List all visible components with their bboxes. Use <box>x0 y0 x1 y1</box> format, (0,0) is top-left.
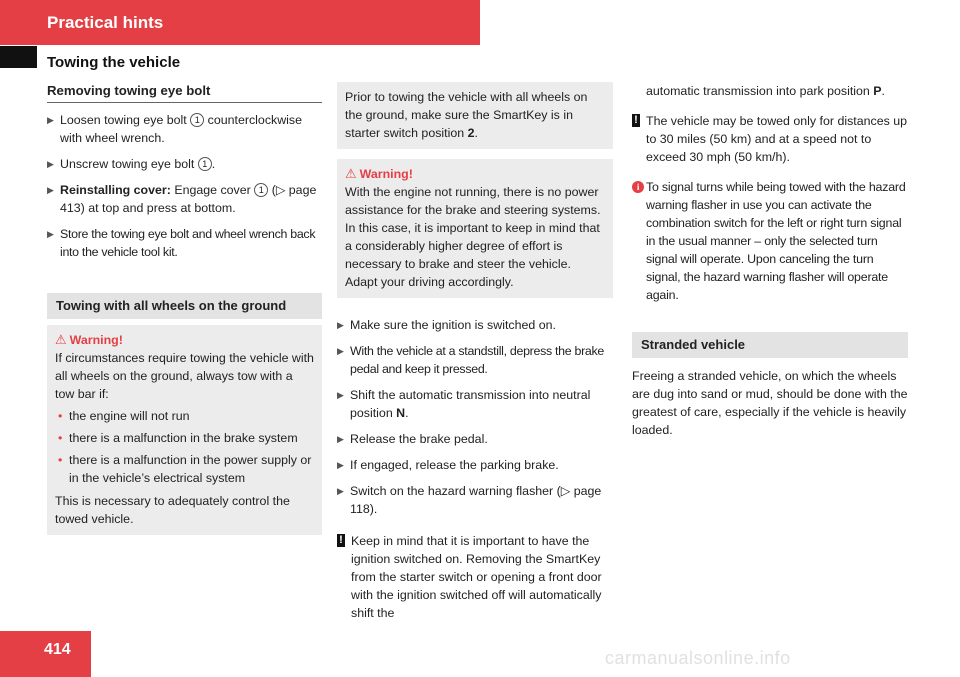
bullet-icon: • <box>58 431 63 445</box>
step-unscrew: ▶ Unscrew towing eye bolt 1 . <box>47 157 216 171</box>
warning-box <box>47 325 322 535</box>
step-parking-brake: ▶ If engaged, release the parking brake. <box>337 458 559 472</box>
warning-triangle-icon: ⚠ <box>55 332 67 347</box>
step-arrow-icon: ▶ <box>337 460 344 470</box>
step-arrow-icon: ▶ <box>47 115 54 125</box>
exclamation-icon: ! <box>632 114 640 127</box>
exclamation-icon: ! <box>337 534 345 547</box>
step-loosen: ▶ Loosen towing eye bolt 1 counterclockwise with wheel wrench. <box>47 113 303 145</box>
bullet-icon: • <box>58 409 63 423</box>
step-reinstall-cover: ▶ Reinstalling cover: Engage cover 1 (▷ page 413) at top and press at bottom. <box>47 183 317 215</box>
page-link[interactable]: (▷ page 413) at top and press at bottom. <box>60 183 317 215</box>
note: ! The vehicle may be towed only for distances up to 30 miles (50 km) and at a speed not to exceed 30 mph (50 km/h). <box>632 112 908 166</box>
chapter-title: Practical hints <box>47 13 164 32</box>
watermark: carmanualsonline.info <box>605 648 791 668</box>
step-arrow-icon: ▶ <box>47 185 54 195</box>
step-arrow-icon: ▶ <box>337 346 344 356</box>
step-shift-neutral: ▶ Shift the automatic transmission into neutral position N. <box>337 388 591 420</box>
step-arrow-icon: ▶ <box>337 486 344 496</box>
prior-box: Prior to towing the vehicle with all wheels on the ground, make sure the SmartKey is in starter switch position 2. <box>337 82 613 149</box>
note: ! Keep in mind that it is important to have the ignition switched on. Removing the SmartKey from the starter switch or opening a front door with the ignition switched off will automatically shift the <box>337 532 613 622</box>
section-marker <box>0 46 37 68</box>
callout-number: 1 <box>190 113 204 127</box>
warning-title: Warning! <box>69 333 123 347</box>
step-arrow-icon: ▶ <box>337 434 344 444</box>
step-ignition-on: ▶ Make sure the ignition is switched on. <box>337 318 556 332</box>
step-depress-brake: ▶ With the vehicle at a standstill, depress the brake pedal and keep it pressed. <box>337 344 604 376</box>
subheading-removing-eye-bolt: Removing towing eye bolt <box>47 82 322 103</box>
section-title: Towing the vehicle <box>47 54 181 71</box>
list-item: • the engine will not run <box>58 409 190 423</box>
info-note: i To signal turns while being towed with the hazard warning flasher in use you can activate the combination switch for the left or right turn signal in the usual manner – only the selected turn signal will operate. Upon canceling the turn signal, the hazard warning flasher will operate again. <box>632 178 908 304</box>
column-2 <box>337 82 613 634</box>
column-3 <box>632 82 908 439</box>
warning-triangle-icon: ⚠ <box>345 166 357 181</box>
step-release-brake: ▶ Release the brake pedal. <box>337 432 488 446</box>
warning-box <box>337 159 613 298</box>
band-towing-all-wheels: Towing with all wheels on the ground <box>47 293 322 319</box>
warning-title: Warning! <box>359 167 413 181</box>
step-store: ▶ Store the towing eye bolt and wheel wrench back into the vehicle tool kit. <box>47 227 316 259</box>
list-item: • there is a malfunction in the power supply or in the vehicle’s electrical system <box>58 453 312 485</box>
warning-intro: If circumstances require towing the vehicle with all wheels on the ground, always tow with a tow bar if: <box>55 351 314 401</box>
warning-outro: This is necessary to adequately control the towed vehicle. <box>55 494 290 526</box>
page-link[interactable]: Switch on the hazard warning flasher (▷ page 118). <box>350 484 602 516</box>
step-arrow-icon: ▶ <box>47 229 54 239</box>
stranded-text: Freeing a stranded vehicle, on which the wheels are dug into sand or mud, should be done with the greatest of care, especially if the vehicle is heavily loaded. <box>632 369 908 437</box>
info-icon: i <box>632 181 644 193</box>
step-arrow-icon: ▶ <box>47 159 54 169</box>
step-arrow-icon: ▶ <box>337 320 344 330</box>
step-arrow-icon: ▶ <box>337 390 344 400</box>
page-number: 414 <box>44 641 71 658</box>
column-1 <box>47 82 322 545</box>
continuation-text: automatic transmission into park position P. <box>646 84 885 98</box>
callout-number: 1 <box>198 157 212 171</box>
warning-text: With the engine not running, there is no power assistance for the brake and steering systems. In this case, it is important to keep in mind that a considerably higher degree of effort is necessary to brake and steer the vehicle. Adapt your driving accordingly. <box>345 185 601 289</box>
step-hazard-flasher <box>337 482 613 518</box>
bullet-icon: • <box>58 453 63 467</box>
callout-number: 1 <box>254 183 268 197</box>
list-item: • there is a malfunction in the brake system <box>58 431 298 445</box>
band-stranded-vehicle: Stranded vehicle <box>632 332 908 358</box>
